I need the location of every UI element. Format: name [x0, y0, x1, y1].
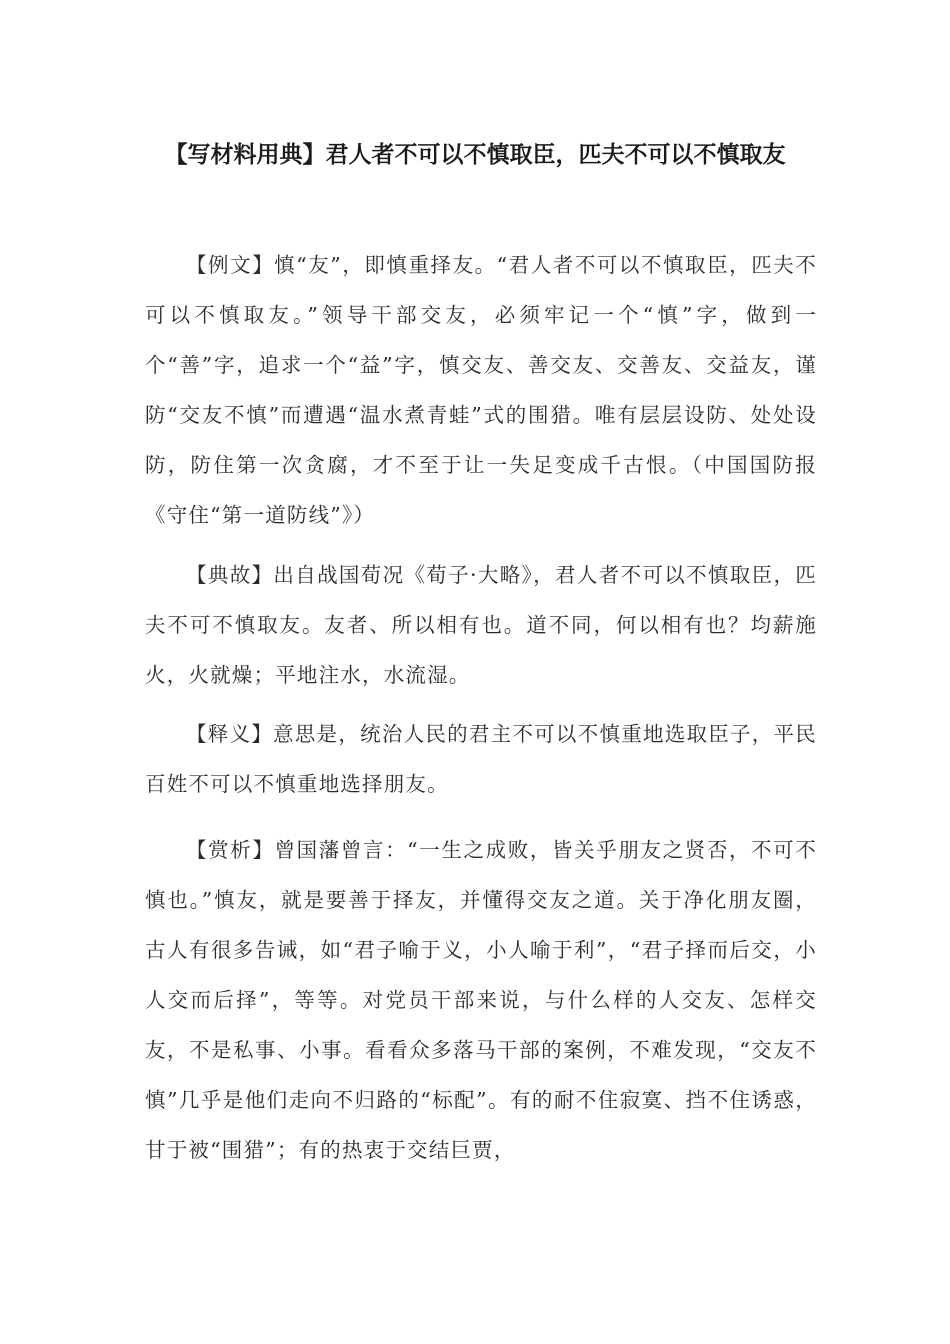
paragraph-source: 【典故】出自战国荀况《荀子·大略》，君人者不可以不慎取臣，匹夫不可不慎取友。友者、所以相有也。道不同，何以相有也？均薪施火，火就燥；平地注水，水流湿。: [145, 563, 817, 687]
paragraph-meaning: 【释义】意思是，统治人民的君主不可以不慎重地选取臣子，平民百姓不可以不慎重地选择朋友。: [145, 722, 817, 796]
paragraph-example: 【例文】慎“友”，即慎重择友。“君人者不可以不慎取臣，匹夫不可以不慎取友。”领导干部交友，必须牢记一个“慎”字，做到一个“善”字，追求一个“益”字，慎交友、善交友、交善友、交益友，谨防“交友不慎”而遭遇“温水煮青蛙”式的围猎。唯有层层设防、处处设防，防住第一次贪腐，才不至于让一失足变成千古恨。（中国国防报《守住“第一道防线”》）: [145, 253, 817, 527]
paragraph-appreciation: 【赏析】曾国藩曾言：“一生之成败，皆关乎朋友之贤否，不可不慎也。”慎友，就是要善于择友，并懂得交友之道。关于净化朋友圈，古人有很多告诫，如“君子喻于义，小人喻于利”，“君子择而后交，小人交而后择”，等等。对党员干部来说，与什么样的人交友、怎样交友，不是私事、小事。看看众多落马干部的案例，不难发现，“交友不慎”几乎是他们走向不归路的“标配”。有的耐不住寂寞、挡不住诱惑，甘于被“围猎”；有的热衷于交结巨贾，: [145, 838, 817, 1162]
page-title: 【写材料用典】君人者不可以不慎取臣，匹夫不可以不慎取友: [164, 142, 786, 168]
